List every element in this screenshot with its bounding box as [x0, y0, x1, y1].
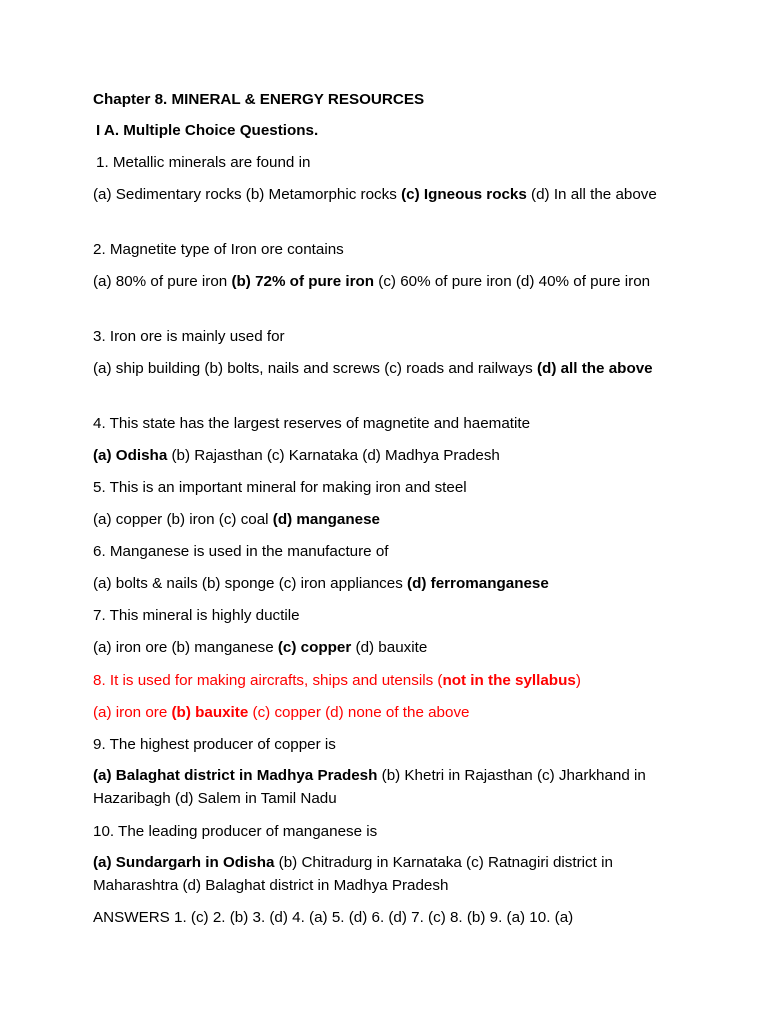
correct-option: (d) all the above [537, 360, 653, 377]
option-text: (b) Khetri in Rajasthan (c) Jharkhand in Hazaribagh (d) Salem in Tamil Nadu [93, 767, 646, 807]
correct-option: (c) Igneous rocks [401, 186, 527, 203]
question-9: 9. The highest producer of copper is [93, 736, 336, 753]
option-text: (a) iron ore [93, 704, 172, 721]
options-7 [93, 636, 693, 659]
options-4 [93, 444, 693, 467]
options-6 [93, 572, 693, 595]
option-text: (a) 80% of pure iron [93, 273, 232, 290]
option-text: (d) bauxite [351, 639, 428, 656]
options-3 [93, 357, 683, 380]
question-1: 1. Metallic minerals are found in [96, 154, 311, 171]
correct-option: (d) ferromanganese [407, 575, 549, 592]
question-10: 10. The leading producer of manganese is [93, 823, 378, 840]
question-5: 5. This is an important mineral for making iron and steel [93, 479, 467, 496]
question-2: 2. Magnetite type of Iron ore contains [93, 241, 344, 258]
correct-option: (a) Balaghat district in Madhya Pradesh [93, 767, 378, 784]
option-text: (a) copper (b) iron (c) coal [93, 511, 273, 528]
options-10 [93, 851, 683, 897]
correct-option: (a) Odisha [93, 447, 168, 464]
option-text: (b) Chitradurg in Karnataka (c) Ratnagiri district in Maharashtra (d) Balaghat district in Madhya Pradesh [93, 854, 613, 894]
options-9 [93, 764, 683, 810]
options-2 [93, 270, 683, 293]
chapter-title: Chapter 8. MINERAL & ENERGY RESOURCES [93, 91, 425, 108]
question-text: ) [575, 672, 581, 689]
correct-option: (d) manganese [272, 511, 380, 528]
question-7: 7. This mineral is highly ductile [93, 607, 300, 624]
option-text: (a) ship building (b) bolts, nails and screws (c) roads and railways [93, 360, 537, 377]
question-8 [93, 669, 693, 692]
options-8 [93, 701, 693, 724]
correct-option: (a) Sundargarh in Odisha [93, 854, 275, 871]
syllabus-note: not in the syllabus [442, 672, 576, 689]
option-text: (a) iron ore (b) manganese [93, 639, 278, 656]
section-heading: I A. Multiple Choice Questions. [96, 122, 319, 139]
correct-option: (b) 72% of pure iron [231, 273, 375, 290]
option-text: (b) Rajasthan (c) Karnataka (d) Madhya Pradesh [167, 447, 500, 464]
options-1 [93, 183, 683, 206]
option-text: (a) bolts & nails (b) sponge (c) iron appliances [93, 575, 408, 592]
option-text: (c) 60% of pure iron (d) 40% of pure iron [374, 273, 651, 290]
option-text: (a) Sedimentary rocks [93, 186, 246, 203]
answer-key: ANSWERS 1. (c) 2. (b) 3. (d) 4. (a) 5. (d) 6. (d) 7. (c) 8. (b) 9. (a) 10. (a) [93, 909, 574, 926]
option-text: (d) In all the above [526, 186, 657, 203]
correct-option: (b) bauxite [171, 704, 249, 721]
question-6: 6. Manganese is used in the manufacture of [93, 543, 389, 560]
option-text: (c) copper (d) none of the above [248, 704, 470, 721]
question-text: 8. It is used for making aircrafts, ships and utensils ( [93, 672, 443, 689]
options-5 [93, 508, 693, 531]
question-4: 4. This state has the largest reserves of magnetite and haematite [93, 415, 531, 432]
question-3: 3. Iron ore is mainly used for [93, 328, 285, 345]
correct-option: (c) copper [277, 639, 352, 656]
option-text: (b) Metamorphic rocks [245, 186, 402, 203]
